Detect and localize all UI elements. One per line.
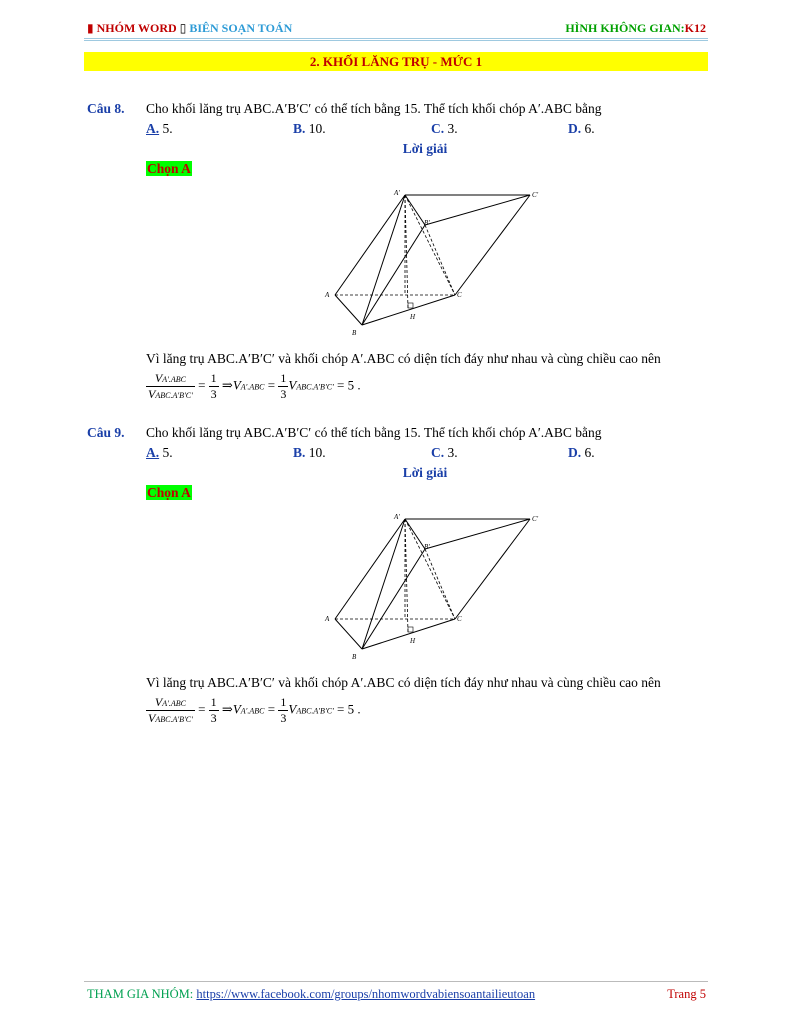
header-separator: ▯ <box>179 21 187 35</box>
option-d: D. 6. <box>568 121 595 136</box>
explanation-text: Vì lăng trụ ABC.A′B′C′ và khối chóp A′.ABC có diện tích đáy như nhau và cùng chiều cao nên <box>146 675 661 690</box>
label-c-prime: C' <box>532 191 539 199</box>
label-c: C <box>457 615 462 623</box>
label-a: A <box>325 615 330 623</box>
header-topic <box>565 21 706 36</box>
label-h: H <box>410 637 416 645</box>
group-link[interactable]: https://www.facebook.com/groups/nhomwordvabiensoantailieutoan <box>196 987 536 1001</box>
solution-label: Lời giải <box>402 141 448 156</box>
question-text: Cho khối lăng trụ ABC.A′B′C′ có thể tích bằng 15. Thể tích khối chóp A′.ABC bằng <box>146 101 602 116</box>
formula: $\frac{\text{VA′.ABC}}{\text{VABC.A′B′C′}}$ = $\frac{1}{3}$ ⇒VA′.ABC = $\frac{1}{3}$ VABC.A′B′C′ = 5 . <box>148 695 361 725</box>
option-a: A. 5. <box>146 445 173 460</box>
group-subtitle: BIÊN SOẠN TOÁN <box>189 21 293 35</box>
label-h: H <box>410 313 416 321</box>
prism-figure <box>320 509 550 664</box>
formula: $\frac{\text{VA′.ABC}}{\text{VABC.A′B′C′}}$ = $\frac{1}{3}$ ⇒VA′.ABC = $\frac{1}{3}$ VABC.A′B′C′ = 5 . <box>148 371 361 401</box>
label-a: A <box>325 291 330 299</box>
question-label: Câu 9. <box>87 425 125 440</box>
option-c: C. 3. <box>431 121 458 136</box>
group-name: NHÓM WORD <box>96 21 177 35</box>
prism-figure <box>320 185 550 340</box>
solution-label: Lời giải <box>402 465 448 480</box>
label-a-prime: A' <box>394 189 400 197</box>
option-b: B. 10. <box>293 121 326 136</box>
footer-join <box>87 987 535 1002</box>
header-group <box>87 21 292 36</box>
explanation-text: Vì lăng trụ ABC.A′B′C′ và khối chóp A′.ABC có diện tích đáy như nhau và cùng chiều cao nên <box>146 351 661 366</box>
question-text: Cho khối lăng trụ ABC.A′B′C′ có thể tích bằng 15. Thể tích khối chóp A′.ABC bằng <box>146 425 602 440</box>
option-b: B. 10. <box>293 445 326 460</box>
page-number: Trang 5 <box>667 987 706 1001</box>
section-title: 2. KHỐI LĂNG TRỤ - MỨC 1 <box>84 52 708 71</box>
topic-name: HÌNH KHÔNG GIAN: <box>565 21 685 35</box>
label-c-prime: C' <box>532 515 539 523</box>
footer-divider <box>84 981 708 982</box>
option-a: A. 5. <box>146 121 173 136</box>
answer-choice: Chọn A <box>147 485 191 500</box>
answer-choice: Chọn A <box>147 161 191 176</box>
option-d: D. 6. <box>568 445 595 460</box>
option-c: C. 3. <box>431 445 458 460</box>
question-label: Câu 8. <box>87 101 125 116</box>
label-b: B <box>352 329 357 337</box>
group-icon: ▮ <box>87 21 94 35</box>
label-c: C <box>457 291 462 299</box>
label-b-prime: B' <box>424 543 430 551</box>
grade-label: K12 <box>684 21 706 35</box>
label-a-prime: A' <box>394 513 400 521</box>
label-b-prime: B' <box>424 219 430 227</box>
label-b: B <box>352 653 357 661</box>
footer-prefix: THAM GIA NHÓM: <box>87 987 197 1001</box>
header-divider <box>84 38 708 41</box>
